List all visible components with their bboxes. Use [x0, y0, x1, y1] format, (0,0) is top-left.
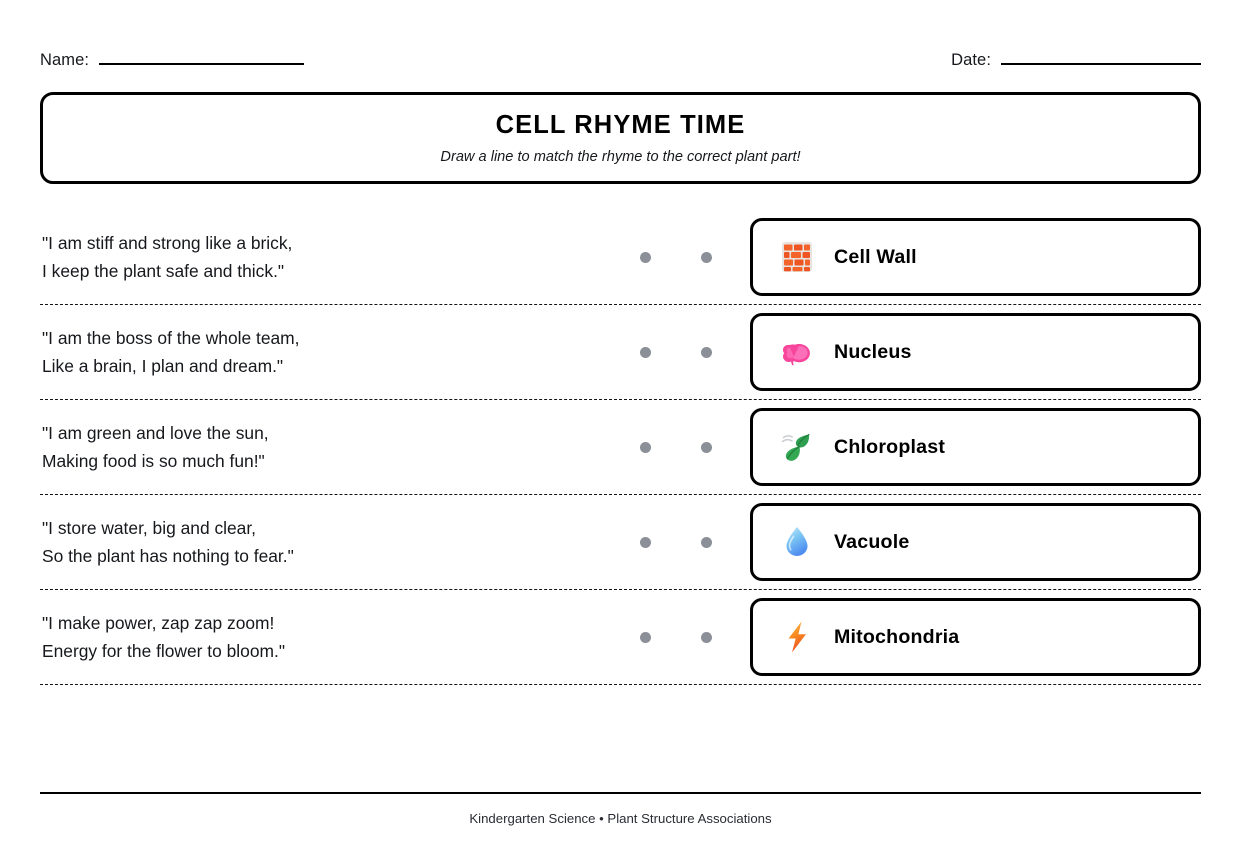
matching-rows — [40, 210, 1201, 685]
footer-divider — [40, 792, 1201, 794]
title-banner — [40, 92, 1201, 184]
left-connector-dot[interactable] — [640, 537, 651, 548]
rhyme-line-2: So the plant has nothing to fear." — [42, 546, 294, 566]
answer-label: Nucleus — [834, 340, 912, 363]
name-label: Name: — [40, 51, 90, 69]
connector-dots — [602, 347, 750, 358]
match-row — [40, 590, 1201, 684]
rhyme-line-1: "I am green and love the sun, — [42, 423, 269, 443]
answer-label: Chloroplast — [834, 435, 946, 458]
rhyme-line-2: I keep the plant safe and thick." — [42, 261, 285, 281]
brain-icon — [778, 333, 816, 371]
answer-label: Vacuole — [834, 530, 910, 553]
rhyme-line-1: "I store water, big and clear, — [42, 518, 257, 538]
match-row — [40, 210, 1201, 304]
match-row — [40, 495, 1201, 589]
row-divider — [40, 684, 1201, 685]
right-connector-dot[interactable] — [701, 632, 712, 643]
right-connector-dot[interactable] — [701, 347, 712, 358]
student-info-row — [40, 0, 1201, 70]
right-connector-dot[interactable] — [701, 252, 712, 263]
page-subtitle: Draw a line to match the rhyme to the correct plant part! — [440, 149, 801, 165]
rhyme-prompt — [40, 609, 602, 665]
connector-dots — [602, 442, 750, 453]
answer-card[interactable] — [750, 503, 1201, 581]
rhyme-line-1: "I am stiff and strong like a brick, — [42, 233, 293, 253]
connector-dots — [602, 537, 750, 548]
rhyme-line-2: Making food is so much fun!" — [42, 451, 265, 471]
date-field[interactable] — [951, 51, 1201, 70]
rhyme-prompt — [40, 419, 602, 475]
rhyme-line-1: "I am the boss of the whole team, — [42, 328, 300, 348]
rhyme-line-2: Like a brain, I plan and dream." — [42, 356, 284, 376]
footer — [40, 792, 1201, 826]
answer-card[interactable] — [750, 218, 1201, 296]
connector-dots — [602, 632, 750, 643]
answer-card[interactable] — [750, 598, 1201, 676]
right-connector-dot[interactable] — [701, 537, 712, 548]
date-write-line[interactable] — [1001, 62, 1201, 65]
answer-label: Mitochondria — [834, 625, 960, 648]
rhyme-prompt — [40, 229, 602, 285]
footer-caption: Kindergarten Science • Plant Structure Associations — [469, 811, 772, 826]
answer-card[interactable] — [750, 313, 1201, 391]
left-connector-dot[interactable] — [640, 347, 651, 358]
rhyme-prompt — [40, 324, 602, 380]
right-connector-dot[interactable] — [701, 442, 712, 453]
left-connector-dot[interactable] — [640, 632, 651, 643]
page-title: CELL RHYME TIME — [495, 111, 746, 139]
rhyme-prompt — [40, 514, 602, 570]
match-row — [40, 305, 1201, 399]
connector-dots — [602, 252, 750, 263]
left-connector-dot[interactable] — [640, 442, 651, 453]
water-droplet-icon — [778, 523, 816, 561]
name-write-line[interactable] — [99, 62, 304, 65]
left-connector-dot[interactable] — [640, 252, 651, 263]
leaf-fluttering-icon — [778, 428, 816, 466]
lightning-bolt-icon — [778, 618, 816, 656]
match-row — [40, 400, 1201, 494]
rhyme-line-1: "I make power, zap zap zoom! — [42, 613, 275, 633]
answer-label: Cell Wall — [834, 245, 917, 268]
answer-card[interactable] — [750, 408, 1201, 486]
rhyme-line-2: Energy for the flower to bloom." — [42, 641, 285, 661]
date-label: Date: — [951, 51, 991, 69]
brick-wall-icon — [778, 238, 816, 276]
name-field[interactable] — [40, 51, 304, 70]
